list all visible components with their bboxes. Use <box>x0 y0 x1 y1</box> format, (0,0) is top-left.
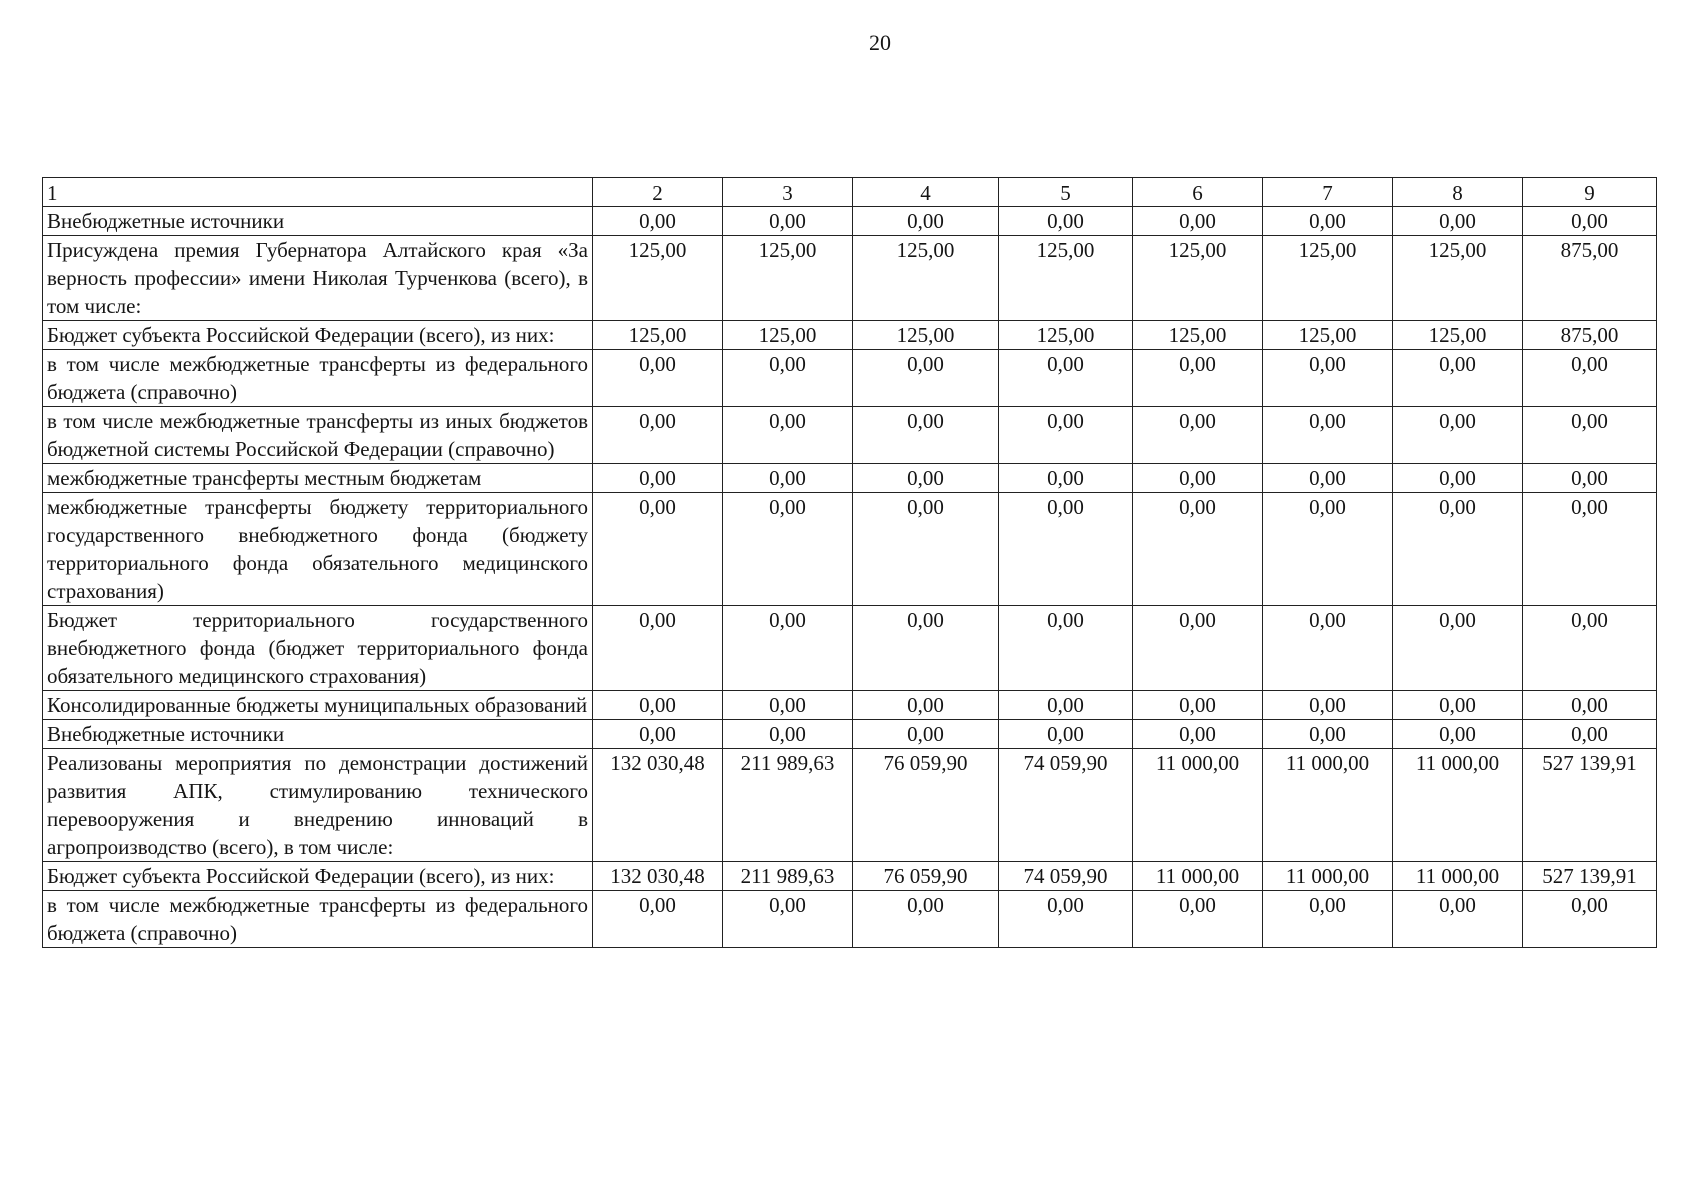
value-cell: 0,00 <box>999 464 1133 493</box>
value-cell: 875,00 <box>1523 236 1657 321</box>
value-cell: 125,00 <box>723 321 853 350</box>
table-row <box>43 606 1657 691</box>
value-cell: 0,00 <box>593 407 723 464</box>
value-cell: 0,00 <box>1133 606 1263 691</box>
value-cell: 0,00 <box>723 464 853 493</box>
value-cell: 11 000,00 <box>1263 862 1393 891</box>
value-cell: 211 989,63 <box>723 749 853 862</box>
table-row <box>43 691 1657 720</box>
value-cell: 125,00 <box>1133 321 1263 350</box>
value-cell: 11 000,00 <box>1393 749 1523 862</box>
table-row <box>43 720 1657 749</box>
value-cell: 132 030,48 <box>593 749 723 862</box>
table-row <box>43 862 1657 891</box>
value-cell: 0,00 <box>1393 891 1523 948</box>
value-cell: 125,00 <box>999 321 1133 350</box>
value-cell: 74 059,90 <box>999 749 1133 862</box>
value-cell: 0,00 <box>1263 606 1393 691</box>
row-label: Бюджет территориального государственного внебюджетного фонда (бюджет территориального фонда обязательного медицинского страхования) <box>43 606 593 691</box>
column-header: 3 <box>723 178 853 207</box>
column-header: 8 <box>1393 178 1523 207</box>
value-cell: 0,00 <box>1133 493 1263 606</box>
value-cell: 875,00 <box>1523 321 1657 350</box>
value-cell: 125,00 <box>1133 236 1263 321</box>
value-cell: 0,00 <box>1263 691 1393 720</box>
value-cell: 0,00 <box>999 207 1133 236</box>
value-cell: 0,00 <box>1393 407 1523 464</box>
value-cell: 0,00 <box>1393 493 1523 606</box>
value-cell: 125,00 <box>1263 236 1393 321</box>
value-cell: 0,00 <box>1523 350 1657 407</box>
column-header: 4 <box>853 178 999 207</box>
value-cell: 125,00 <box>1263 321 1393 350</box>
value-cell: 0,00 <box>1263 891 1393 948</box>
value-cell: 0,00 <box>853 493 999 606</box>
value-cell: 0,00 <box>723 891 853 948</box>
row-label: в том числе межбюджетные трансферты из федерального бюджета (справочно) <box>43 350 593 407</box>
value-cell: 76 059,90 <box>853 749 999 862</box>
value-cell: 0,00 <box>1263 720 1393 749</box>
value-cell: 0,00 <box>1393 350 1523 407</box>
table-row <box>43 350 1657 407</box>
value-cell: 0,00 <box>723 407 853 464</box>
value-cell: 11 000,00 <box>1393 862 1523 891</box>
value-cell: 76 059,90 <box>853 862 999 891</box>
value-cell: 0,00 <box>853 891 999 948</box>
value-cell: 0,00 <box>593 493 723 606</box>
value-cell: 125,00 <box>853 321 999 350</box>
value-cell: 125,00 <box>1393 236 1523 321</box>
value-cell: 0,00 <box>1523 691 1657 720</box>
value-cell: 0,00 <box>1523 207 1657 236</box>
row-label: в том числе межбюджетные трансферты из федерального бюджета (справочно) <box>43 891 593 948</box>
value-cell: 0,00 <box>593 606 723 691</box>
row-label: Реализованы мероприятия по демонстрации достижений развития АПК, стимулированию технического перевооружения и внедрению инноваций в агропроизводство (всего), в том числе: <box>43 749 593 862</box>
table-row <box>43 407 1657 464</box>
value-cell: 0,00 <box>1133 350 1263 407</box>
column-header: 9 <box>1523 178 1657 207</box>
value-cell: 0,00 <box>999 691 1133 720</box>
table-row <box>43 464 1657 493</box>
value-cell: 0,00 <box>723 493 853 606</box>
value-cell: 0,00 <box>853 207 999 236</box>
table-row <box>43 891 1657 948</box>
row-label: Бюджет субъекта Российской Федерации (всего), из них: <box>43 321 593 350</box>
value-cell: 0,00 <box>1393 691 1523 720</box>
value-cell: 0,00 <box>1133 407 1263 464</box>
value-cell: 0,00 <box>853 407 999 464</box>
table-row <box>43 207 1657 236</box>
value-cell: 0,00 <box>723 350 853 407</box>
column-header: 2 <box>593 178 723 207</box>
value-cell: 0,00 <box>999 720 1133 749</box>
value-cell: 527 139,91 <box>1523 862 1657 891</box>
value-cell: 125,00 <box>593 321 723 350</box>
value-cell: 0,00 <box>593 720 723 749</box>
value-cell: 0,00 <box>1523 493 1657 606</box>
column-header: 5 <box>999 178 1133 207</box>
value-cell: 0,00 <box>1393 720 1523 749</box>
column-header: 7 <box>1263 178 1393 207</box>
value-cell: 0,00 <box>999 891 1133 948</box>
value-cell: 0,00 <box>593 464 723 493</box>
value-cell: 0,00 <box>1393 207 1523 236</box>
value-cell: 0,00 <box>999 407 1133 464</box>
value-cell: 125,00 <box>1393 321 1523 350</box>
value-cell: 0,00 <box>999 493 1133 606</box>
column-header: 6 <box>1133 178 1263 207</box>
value-cell: 0,00 <box>1133 720 1263 749</box>
value-cell: 0,00 <box>1523 891 1657 948</box>
value-cell: 0,00 <box>1133 207 1263 236</box>
row-label: Внебюджетные источники <box>43 207 593 236</box>
value-cell: 0,00 <box>593 891 723 948</box>
table-row <box>43 321 1657 350</box>
value-cell: 11 000,00 <box>1133 749 1263 862</box>
value-cell: 0,00 <box>1263 407 1393 464</box>
column-header: 1 <box>43 178 593 207</box>
row-label: Бюджет субъекта Российской Федерации (всего), из них: <box>43 862 593 891</box>
value-cell: 0,00 <box>853 691 999 720</box>
value-cell: 132 030,48 <box>593 862 723 891</box>
value-cell: 0,00 <box>1263 493 1393 606</box>
value-cell: 0,00 <box>593 691 723 720</box>
row-label: в том числе межбюджетные трансферты из иных бюджетов бюджетной системы Российской Федерации (справочно) <box>43 407 593 464</box>
table-row <box>43 749 1657 862</box>
value-cell: 0,00 <box>1263 207 1393 236</box>
value-cell: 125,00 <box>723 236 853 321</box>
value-cell: 0,00 <box>593 207 723 236</box>
table-row <box>43 236 1657 321</box>
row-label: Присуждена премия Губернатора Алтайского края «За верность профессии» имени Николая Турченкова (всего), в том числе: <box>43 236 593 321</box>
page-number: 20 <box>869 30 891 55</box>
value-cell: 0,00 <box>723 207 853 236</box>
value-cell: 0,00 <box>1133 891 1263 948</box>
value-cell: 0,00 <box>999 606 1133 691</box>
value-cell: 0,00 <box>853 720 999 749</box>
value-cell: 0,00 <box>723 691 853 720</box>
row-label: Внебюджетные источники <box>43 720 593 749</box>
row-label: межбюджетные трансферты местным бюджетам <box>43 464 593 493</box>
value-cell: 0,00 <box>1393 464 1523 493</box>
row-label: межбюджетные трансферты бюджету территориального государственного внебюджетного фонда (бюджету территориального фонда обязательного медицинского страхования) <box>43 493 593 606</box>
value-cell: 125,00 <box>593 236 723 321</box>
value-cell: 11 000,00 <box>1133 862 1263 891</box>
value-cell: 0,00 <box>1133 691 1263 720</box>
value-cell: 0,00 <box>1133 464 1263 493</box>
value-cell: 0,00 <box>1523 464 1657 493</box>
value-cell: 0,00 <box>999 350 1133 407</box>
value-cell: 11 000,00 <box>1263 749 1393 862</box>
value-cell: 0,00 <box>723 606 853 691</box>
value-cell: 0,00 <box>1523 606 1657 691</box>
value-cell: 0,00 <box>1393 606 1523 691</box>
value-cell: 74 059,90 <box>999 862 1133 891</box>
table-row <box>43 493 1657 606</box>
value-cell: 0,00 <box>723 720 853 749</box>
value-cell: 0,00 <box>853 606 999 691</box>
value-cell: 211 989,63 <box>723 862 853 891</box>
value-cell: 0,00 <box>1263 464 1393 493</box>
value-cell: 527 139,91 <box>1523 749 1657 862</box>
value-cell: 125,00 <box>999 236 1133 321</box>
value-cell: 0,00 <box>1263 350 1393 407</box>
table-header-row <box>43 178 1657 207</box>
value-cell: 0,00 <box>593 350 723 407</box>
value-cell: 0,00 <box>1523 720 1657 749</box>
value-cell: 0,00 <box>853 350 999 407</box>
row-label: Консолидированные бюджеты муниципальных образований <box>43 691 593 720</box>
value-cell: 0,00 <box>1523 407 1657 464</box>
value-cell: 0,00 <box>853 464 999 493</box>
value-cell: 125,00 <box>853 236 999 321</box>
budget-table <box>42 177 1657 948</box>
